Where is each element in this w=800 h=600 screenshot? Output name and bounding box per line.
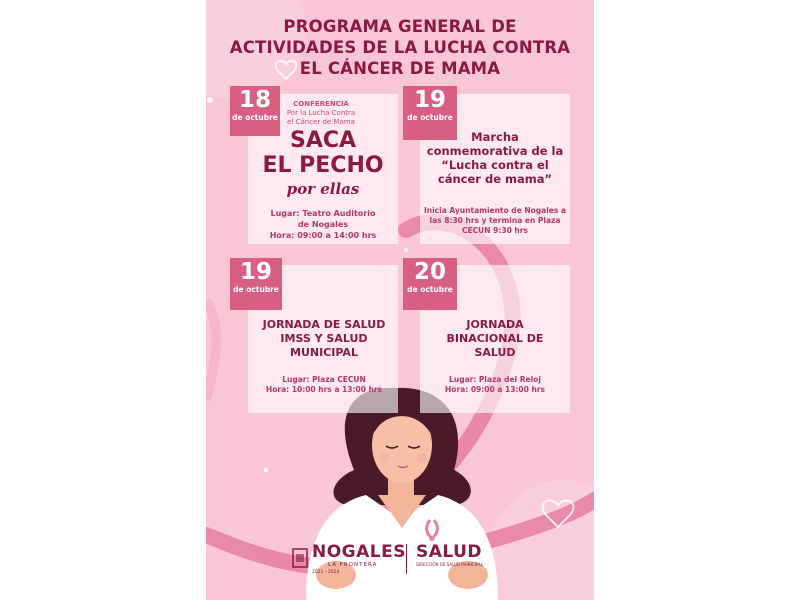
date-month: de octubre — [407, 285, 453, 294]
detail-line: Inicia Ayuntamiento de Nogales a — [423, 206, 567, 215]
headline-line: SALUD — [474, 346, 516, 359]
headline-line: conmemorativa de la — [426, 144, 564, 158]
date-day: 20 — [413, 259, 446, 285]
event-details — [250, 375, 398, 395]
detail-line: de Nogales — [297, 220, 349, 229]
event-headline — [250, 318, 398, 360]
kicker-label: CONFERENCIA — [293, 100, 349, 108]
date-day: 18 — [238, 87, 271, 113]
date-month: de octubre — [407, 113, 453, 122]
date-day: 19 — [413, 87, 446, 113]
detail-line: Lugar: Teatro Auditorio — [270, 209, 376, 218]
event-headline — [420, 318, 570, 360]
headline-line: Marcha — [471, 130, 519, 144]
headline-line: cáncer de mama” — [437, 172, 553, 186]
logo-nogales-sub: LA FRONTERA — [328, 562, 378, 568]
detail-line: Lugar: Plaza CECUN — [282, 375, 366, 384]
detail-line: CECUN 9:30 hrs — [462, 226, 528, 235]
date-month: de octubre — [232, 113, 278, 122]
date-day: 19 — [239, 259, 272, 285]
title-line: EL CÁNCER DE MAMA — [299, 59, 501, 78]
headline-line: IMSS Y SALUD — [280, 332, 368, 345]
footer-logos — [292, 540, 512, 580]
event-details — [418, 206, 572, 236]
logo-salud: SALUD — [416, 542, 483, 562]
date-month: de octubre — [233, 285, 279, 294]
date-badge — [403, 258, 457, 310]
title-line: PROGRAMA GENERAL DE — [283, 17, 517, 36]
headline-line: SACA — [289, 128, 357, 153]
event-script: por ellas — [286, 180, 360, 198]
detail-line: Hora: 10:00 hrs a 13:00 hrs — [265, 385, 383, 394]
headline-line: MUNICIPAL — [290, 346, 358, 359]
headline-line: BINACIONAL DE — [446, 332, 544, 345]
logo-nogales-years: 2021 - 2024 — [312, 570, 340, 575]
page-title — [216, 16, 584, 79]
logo-divider — [406, 544, 407, 574]
headline-line: EL PECHO — [262, 153, 384, 178]
event-headline — [252, 128, 394, 178]
event-details — [252, 208, 394, 241]
detail-line: Lugar: Plaza del Reloj — [449, 375, 541, 384]
logo-nogales: NOGALES — [312, 542, 406, 562]
date-badge — [230, 258, 282, 310]
headline-line: JORNADA DE SALUD — [262, 318, 386, 331]
headline-line: JORNADA — [466, 318, 524, 331]
event-headline — [418, 130, 572, 186]
headline-line: “Lucha contra el — [441, 158, 549, 172]
detail-line: Hora: 09:00 a 13:00 hrs — [445, 385, 545, 394]
nogales-crest-icon — [292, 548, 308, 568]
kicker-sub: el Cáncer de Mama — [287, 118, 355, 126]
kicker-sub: Por la Lucha Contra — [286, 109, 356, 117]
detail-line: las 8:30 hrs y termina en Plaza — [429, 216, 561, 225]
logo-salud-sub: DIRECCIÓN DE SALUD MUNICIPAL — [416, 562, 483, 567]
detail-line: Hora: 09:00 a 14:00 hrs — [269, 231, 377, 240]
poster — [206, 0, 594, 600]
title-line: ACTIVIDADES DE LA LUCHA CONTRA — [229, 38, 571, 57]
event-details — [420, 375, 570, 395]
event-kicker — [284, 100, 358, 127]
